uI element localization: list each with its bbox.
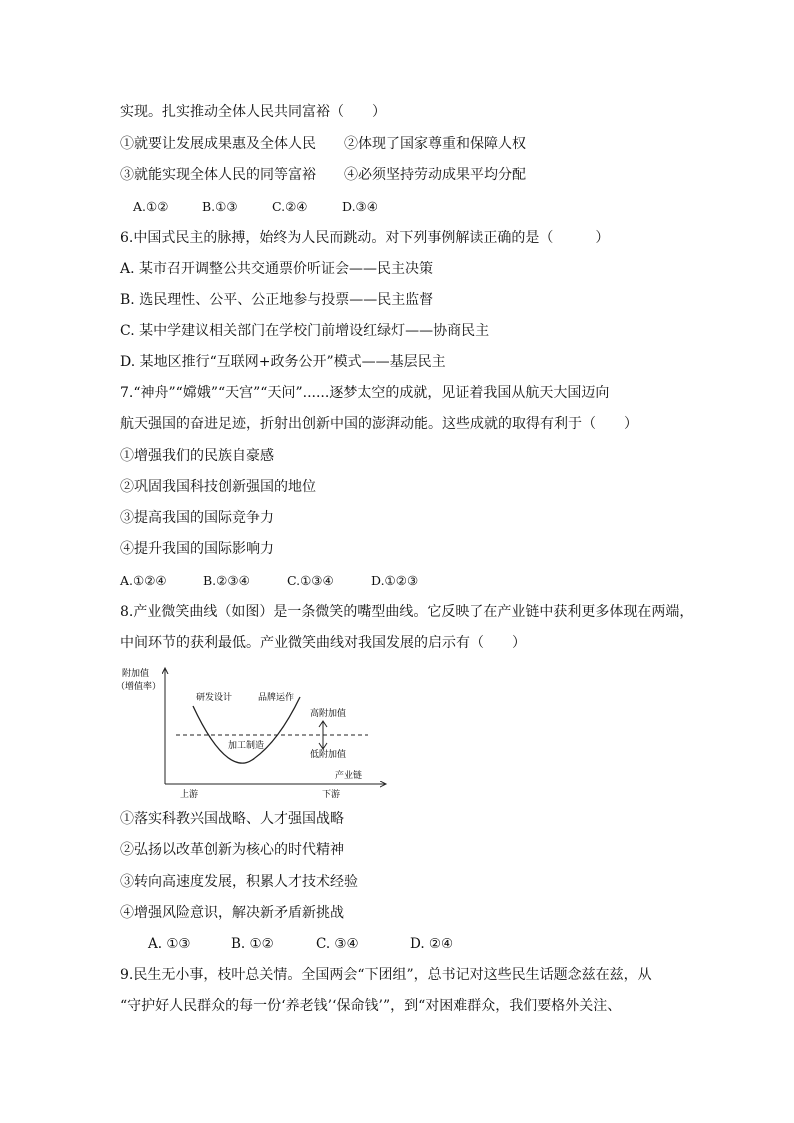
q5-stem-end: 实现。扎实推动全体人民共同富裕（ ） (120, 104, 386, 120)
smile-curve-figure (110, 664, 400, 800)
q8-stem-1: 8.产业微笑曲线（如图）是一条微笑的嘴型曲线。它反映了在产业链中获利更多体现在两端， (120, 604, 694, 620)
q5-statements-2: ③就能实现全体人民的同等富裕 ④必须坚持劳动成果平均分配 (120, 167, 526, 183)
q5-statements-1: ①就要让发展成果惠及全体人民 ②体现了国家尊重和保障人权 (120, 136, 526, 152)
q7-stem-1: 7.“神舟”“嫦娥”“天宫”“天问”......逐梦太空的成就，见证着我国从航天大国迈向 (120, 385, 610, 401)
q6-option-a: A. 某市召开调整公共交通票价听证会——民主决策 (120, 261, 434, 277)
high-value-label: 高附加值 (310, 709, 347, 719)
q9-stem-1: 9.民生无小事，枝叶总关情。全国两会“下团组”，总书记对这些民生话题念兹在兹，从 (120, 967, 652, 983)
q5-choice-b: B.①③ (202, 199, 238, 214)
q9-stem-2: “守护好人民群众的每一份‘养老钱’‘保命钱’”，到“对困难群众，我们要格外关注、 (120, 998, 622, 1014)
q8-stem-2: 中间环节的获利最低。产业微笑曲线对我国发展的启示有（ ） (120, 635, 526, 651)
q8-statement-3: ③转向高速度发展，积累人才技术经验 (120, 874, 358, 890)
bottom-label: 加工制造 (228, 741, 265, 751)
y-axis-label-1: 附加值 (122, 669, 150, 679)
left-end-label: 研发设计 (196, 693, 233, 703)
q6-option-d: D. 某地区推行“互联网+政务公开”模式——基层民主 (120, 354, 446, 370)
q7-choice-a: A.①②④ (120, 573, 167, 588)
q7-statement-1: ①增强我们的民族自豪感 (120, 448, 274, 464)
smile-curve (193, 697, 300, 763)
q5-choice-d: D.③④ (342, 199, 378, 214)
q7-statement-4: ④提升我国的国际影响力 (120, 541, 274, 557)
x-axis-label: 产业链 (335, 771, 363, 781)
low-value-label: 低附加值 (310, 750, 347, 760)
q7-choice-c: C.①③④ (287, 573, 334, 588)
q5-choice-c: C.②④ (272, 199, 308, 214)
q6-stem: 6.中国式民主的脉搏，始终为人民而跳动。对下列事例解读正确的是（ ） (120, 230, 610, 246)
q5-choice-a: A.①② (133, 199, 169, 214)
q7-choice-b: B.②③④ (203, 573, 250, 588)
q6-option-b: B. 选民理性、公平、公正地参与投票——民主监督 (120, 292, 434, 308)
q8-statement-1: ①落实科教兴国战略、人才强国战略 (120, 811, 344, 827)
upstream-label: 上游 (180, 790, 199, 800)
q8-statement-2: ②弘扬以改革创新为核心的时代精神 (120, 842, 344, 858)
y-axis-label-2: （增值率） (116, 682, 162, 692)
q7-choice-d: D.①②③ (371, 573, 419, 588)
downstream-label: 下游 (322, 790, 341, 800)
q8-choice-d: D. ②④ (410, 936, 454, 952)
q6-option-c: C. 某中学建议相关部门在学校门前增设红绿灯——协商民主 (120, 323, 490, 339)
q8-statement-4: ④增强风险意识，解决新矛盾新挑战 (120, 905, 344, 921)
q7-statement-3: ③提高我国的国际竞争力 (120, 510, 274, 526)
q7-statement-2: ②巩固我国科技创新强国的地位 (120, 479, 316, 495)
q8-choice-a: A. ①③ (148, 936, 191, 952)
q7-stem-2: 航天强国的奋进足迹，折射出创新中国的澎湃动能。这些成就的取得有利于（ ） (120, 416, 638, 432)
right-end-label: 品牌运作 (258, 693, 295, 703)
q8-choice-b: B. ①② (231, 936, 274, 952)
q8-choice-c: C. ③④ (316, 936, 359, 952)
